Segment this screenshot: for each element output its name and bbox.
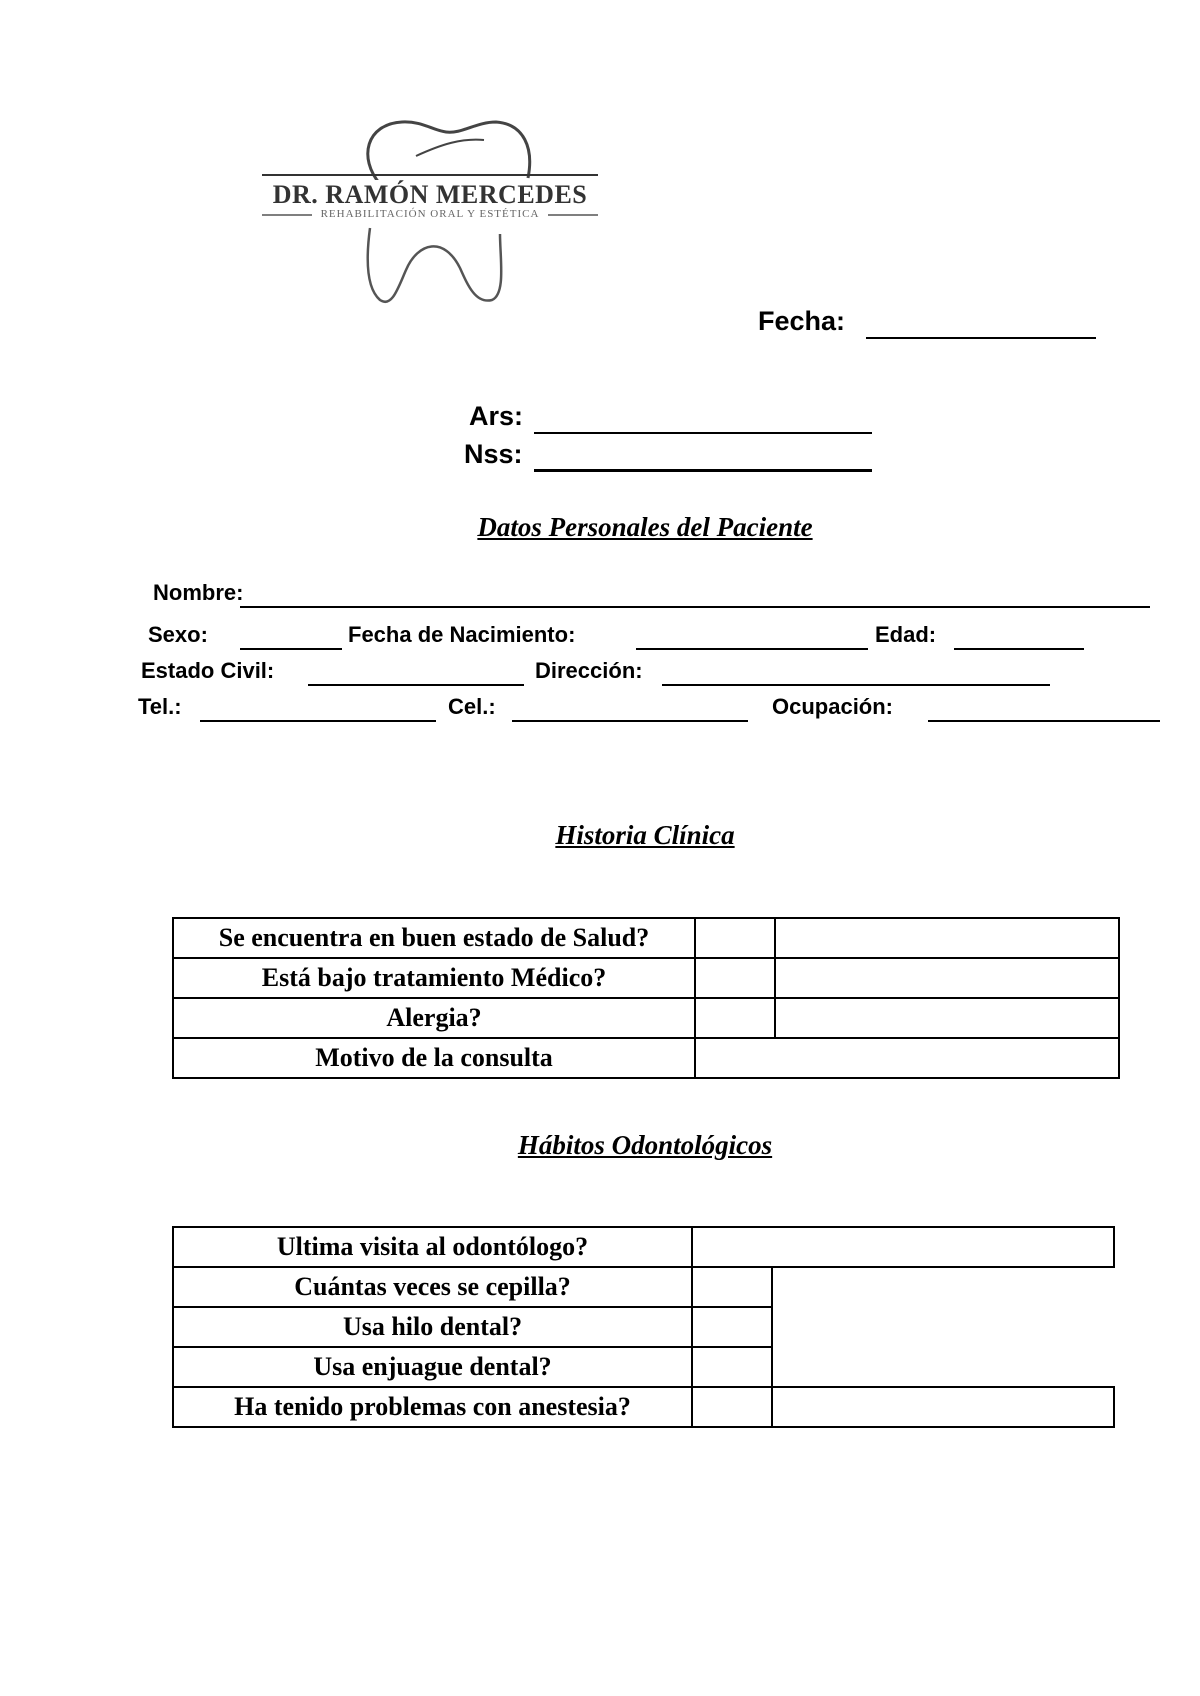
table-row xyxy=(173,1387,1114,1427)
historia-table xyxy=(172,917,1120,1079)
question-cell: Está bajo tratamiento Médico? xyxy=(173,958,695,998)
ocupacion-label: Ocupación: xyxy=(772,694,894,719)
logo-name: DR. RAMÓN MERCEDES xyxy=(262,180,598,210)
table-row xyxy=(173,958,1119,998)
answer-cell[interactable] xyxy=(692,1267,772,1307)
question-cell: Usa enjuague dental? xyxy=(173,1347,692,1387)
question-cell: Alergia? xyxy=(173,998,695,1038)
cel-label: Cel.: xyxy=(448,694,496,719)
fecha-field[interactable] xyxy=(866,337,1096,339)
detail-cell[interactable] xyxy=(775,998,1119,1038)
table-row xyxy=(173,1267,1114,1307)
edad-field[interactable] xyxy=(954,648,1084,650)
tel-field[interactable] xyxy=(200,720,436,722)
edad-label: Edad: xyxy=(875,622,937,647)
cel-field[interactable] xyxy=(512,720,748,722)
table-row xyxy=(173,1227,1114,1267)
clinic-logo xyxy=(262,118,598,308)
question-cell: Usa hilo dental? xyxy=(173,1307,692,1347)
answer-cell[interactable] xyxy=(692,1347,772,1387)
answer-cell[interactable] xyxy=(695,998,775,1038)
habitos-title: Hábitos Odontológicos xyxy=(517,1130,773,1160)
nss-label: Nss: xyxy=(464,439,523,469)
answer-cell[interactable] xyxy=(695,958,775,998)
detail-cell[interactable] xyxy=(775,918,1119,958)
table-row xyxy=(173,998,1119,1038)
table-row xyxy=(173,1038,1119,1078)
answer-cell[interactable] xyxy=(695,918,775,958)
sexo-label: Sexo: xyxy=(148,622,208,647)
tel-label: Tel.: xyxy=(138,694,182,719)
direccion-label: Dirección: xyxy=(535,658,643,683)
answer-cell[interactable] xyxy=(692,1387,772,1427)
ars-field[interactable] xyxy=(534,432,872,434)
question-cell: Se encuentra en buen estado de Salud? xyxy=(173,918,695,958)
nombre-label: Nombre: xyxy=(153,580,244,605)
nombre-field[interactable] xyxy=(240,606,1150,608)
direccion-field[interactable] xyxy=(662,684,1050,686)
ocupacion-field[interactable] xyxy=(928,720,1160,722)
answer-cell[interactable] xyxy=(692,1307,772,1347)
historia-title: Historia Clínica xyxy=(555,820,735,850)
sexo-field[interactable] xyxy=(240,648,342,650)
nacimiento-field[interactable] xyxy=(636,648,868,650)
estado-civil-field[interactable] xyxy=(308,684,524,686)
habitos-table xyxy=(172,1226,1115,1428)
question-cell: Motivo de la consulta xyxy=(173,1038,695,1078)
logo-tagline: REHABILITACIÓN ORAL Y ESTÉTICA xyxy=(320,208,540,220)
question-cell: Ha tenido problemas con anestesia? xyxy=(173,1387,692,1427)
detail-cell[interactable] xyxy=(772,1387,1114,1427)
fecha-label: Fecha: xyxy=(758,306,846,336)
detail-cell[interactable] xyxy=(772,1267,1114,1387)
table-row xyxy=(173,918,1119,958)
answer-cell[interactable] xyxy=(692,1227,1114,1267)
answer-cell[interactable] xyxy=(695,1038,1119,1078)
question-cell: Cuántas veces se cepilla? xyxy=(173,1267,692,1307)
nacimiento-label: Fecha de Nacimiento: xyxy=(348,622,576,647)
nss-field[interactable] xyxy=(534,469,872,472)
detail-cell[interactable] xyxy=(775,958,1119,998)
ars-label: Ars: xyxy=(469,401,524,431)
personal-data-title: Datos Personales del Paciente xyxy=(477,512,813,542)
question-cell: Ultima visita al odontólogo? xyxy=(173,1227,692,1267)
estado-civil-label: Estado Civil: xyxy=(141,658,275,683)
